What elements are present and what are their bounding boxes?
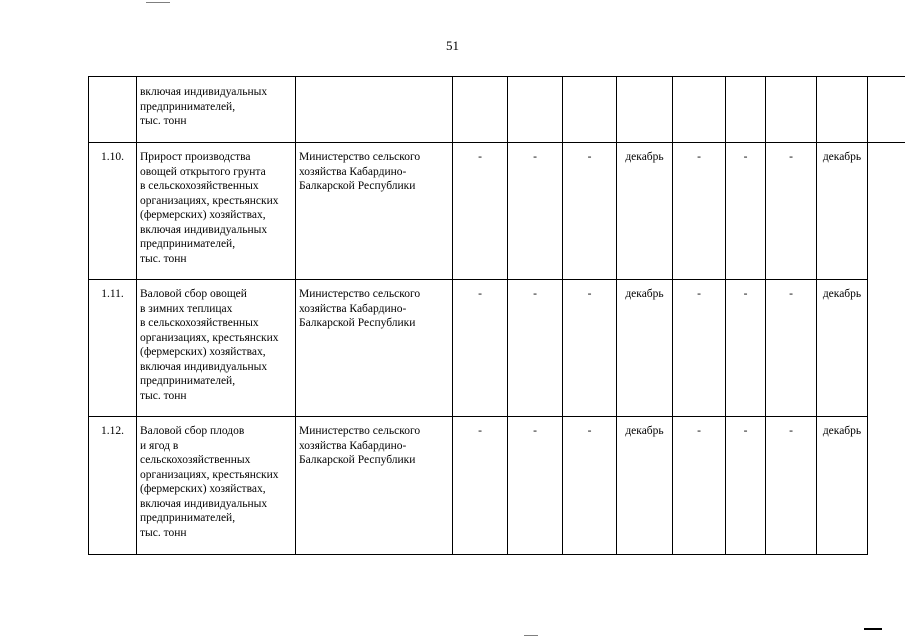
empty-cell [508, 77, 563, 143]
status-cell: - [453, 143, 508, 280]
empty-cell [673, 77, 726, 143]
status-cell: - [726, 280, 766, 417]
table-row [89, 77, 905, 143]
responsible-agency: Министерство сельского хозяйства Кабардино- Балкарской Республики [296, 417, 453, 555]
plan-table [88, 76, 905, 555]
scan-artifact [524, 635, 538, 636]
empty-cell [766, 77, 817, 143]
scan-artifact [864, 628, 882, 630]
status-cell: - [673, 143, 726, 280]
responsible-agency [296, 77, 453, 143]
status-cell: - [508, 143, 563, 280]
status-cell: - [563, 280, 617, 417]
table-row [89, 417, 905, 555]
responsible-agency: Министерство сельского хозяйства Кабардино- Балкарской Республики [296, 280, 453, 417]
status-cell: - [673, 280, 726, 417]
indicator-name: Валовой сбор овощей в зимних теплицах в сельскохозяйственных организациях, крестьянских (фермерских) хозяйствах, включая индивидуальных предпринимателей, тыс. тонн [137, 280, 296, 417]
row-number: 1.11. [89, 280, 137, 417]
status-cell: - [673, 417, 726, 555]
status-cell: - [508, 417, 563, 555]
table-row [89, 280, 905, 417]
table-row [89, 143, 905, 280]
row-number [89, 77, 137, 143]
deadline-cell: декабрь [817, 280, 868, 417]
status-cell: - [766, 417, 817, 555]
empty-cell [617, 77, 673, 143]
deadline-cell: декабрь [617, 143, 673, 280]
status-cell: - [766, 143, 817, 280]
empty-cell [817, 77, 868, 143]
status-cell: - [766, 280, 817, 417]
responsible-agency: Министерство сельского хозяйства Кабардино- Балкарской Республики [296, 143, 453, 280]
row-number: 1.10. [89, 143, 137, 280]
deadline-cell: декабрь [817, 417, 868, 555]
empty-cell [726, 77, 766, 143]
page-number: 51 [446, 38, 459, 53]
empty-cell [453, 77, 508, 143]
status-cell: - [508, 280, 563, 417]
status-cell: - [726, 417, 766, 555]
indicator-name: включая индивидуальных предпринимателей, тыс. тонн [137, 77, 296, 143]
deadline-cell: декабрь [617, 280, 673, 417]
empty-cell [563, 77, 617, 143]
row-number: 1.12. [89, 417, 137, 555]
indicator-name: Прирост производства овощей открытого грунта в сельскохозяйственных организациях, крестьянских (фермерских) хозяйствах, включая индивидуальных предпринимателей, тыс. тонн [137, 143, 296, 280]
indicator-name: Валовой сбор плодов и ягод в сельскохозяйственных организациях, крестьянских (фермерских) хозяйствах, включая индивидуальных предпринимателей, тыс. тонн [137, 417, 296, 555]
status-cell: - [453, 280, 508, 417]
scan-artifact [146, 2, 170, 3]
empty-cell [868, 77, 905, 143]
status-cell: - [563, 417, 617, 555]
status-cell: - [726, 143, 766, 280]
deadline-cell: декабрь [817, 143, 868, 280]
status-cell: - [453, 417, 508, 555]
deadline-cell: декабрь [617, 417, 673, 555]
status-cell: - [563, 143, 617, 280]
